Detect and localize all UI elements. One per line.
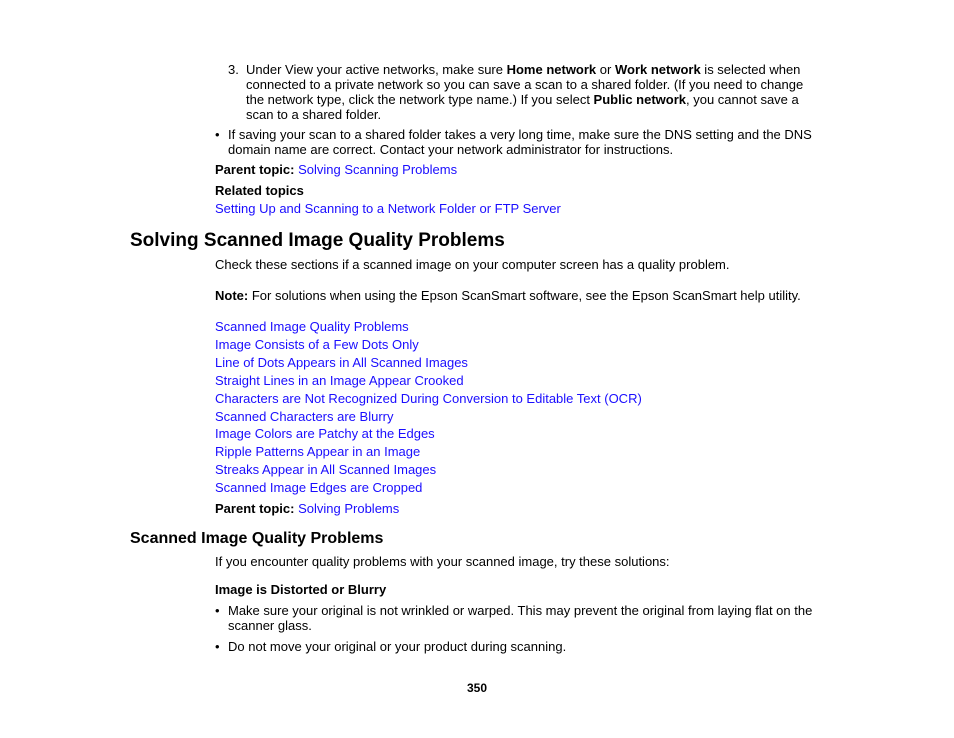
bullet-text: If saving your scan to a shared folder takes a very long time, make sure the DNS setting and the DNS domain name are correct. Contact your network administrator for instructions.: [228, 127, 812, 157]
topic-link[interactable]: Characters are Not Recognized During Conversion to Editable Text (OCR): [215, 391, 642, 406]
step-3-text: Under View your active networks, make sure Home network or Work network is selected when connected to a private network so you can save a scan to a shared folder. (If you need to change the network type, click the network type name.) If you select Public network, you cannot save a scan to a shared folder.: [246, 62, 804, 122]
subheading: Image is Distorted or Blurry: [215, 582, 387, 597]
topic-link[interactable]: Image Consists of a Few Dots Only: [215, 337, 419, 352]
bullet-text: Make sure your original is not wrinkled or warped. This may prevent the original from laying flat on the scanner glass.: [228, 603, 813, 633]
parent-topic-label: Parent topic:: [215, 162, 295, 177]
topic-link[interactable]: Ripple Patterns Appear in an Image: [215, 444, 421, 459]
work-network-term: Work network: [614, 62, 701, 77]
topic-link[interactable]: Scanned Characters are Blurry: [215, 409, 394, 424]
related-topics-heading: Related topics: [215, 183, 304, 198]
note-label: Note:: [215, 288, 249, 303]
topic-link[interactable]: Image Colors are Patchy at the Edges: [215, 426, 435, 441]
topic-link[interactable]: Scanned Image Quality Problems: [215, 319, 409, 334]
bullet-icon: •: [215, 639, 220, 654]
bullet-text: Do not move your original or your product during scanning.: [228, 639, 567, 654]
bullet-icon: •: [215, 127, 220, 142]
note-text: For solutions when using the Epson ScanSmart software, see the Epson ScanSmart help utility.: [248, 288, 801, 303]
parent-topic-label: Parent topic:: [215, 501, 295, 516]
solving-scanning-problems-link[interactable]: Solving Scanning Problems: [298, 162, 458, 177]
step-number: 3.: [228, 62, 239, 77]
subsection-title: Scanned Image Quality Problems: [130, 530, 384, 547]
subsection-intro: If you encounter quality problems with your scanned image, try these solutions:: [215, 554, 670, 569]
topic-link[interactable]: Line of Dots Appears in All Scanned Images: [215, 355, 468, 370]
home-network-term: Home network: [506, 62, 597, 77]
topic-link[interactable]: Streaks Appear in All Scanned Images: [215, 462, 437, 477]
parent-topic: [215, 501, 399, 516]
page-number: 350: [466, 681, 488, 695]
public-network-term: Public network: [593, 92, 687, 107]
section-title: Solving Scanned Image Quality Problems: [130, 230, 505, 251]
network-folder-link[interactable]: Setting Up and Scanning to a Network Folder or FTP Server: [215, 201, 561, 216]
bullet-icon: •: [215, 603, 220, 618]
section-intro: Check these sections if a scanned image on your computer screen has a quality problem.: [215, 257, 730, 272]
note: [215, 288, 801, 303]
parent-topic: [215, 162, 457, 177]
solving-problems-link[interactable]: Solving Problems: [298, 501, 400, 516]
topic-link[interactable]: Scanned Image Edges are Cropped: [215, 480, 423, 495]
topic-link[interactable]: Straight Lines in an Image Appear Crooked: [215, 373, 464, 388]
topic-links-list: [215, 319, 715, 499]
